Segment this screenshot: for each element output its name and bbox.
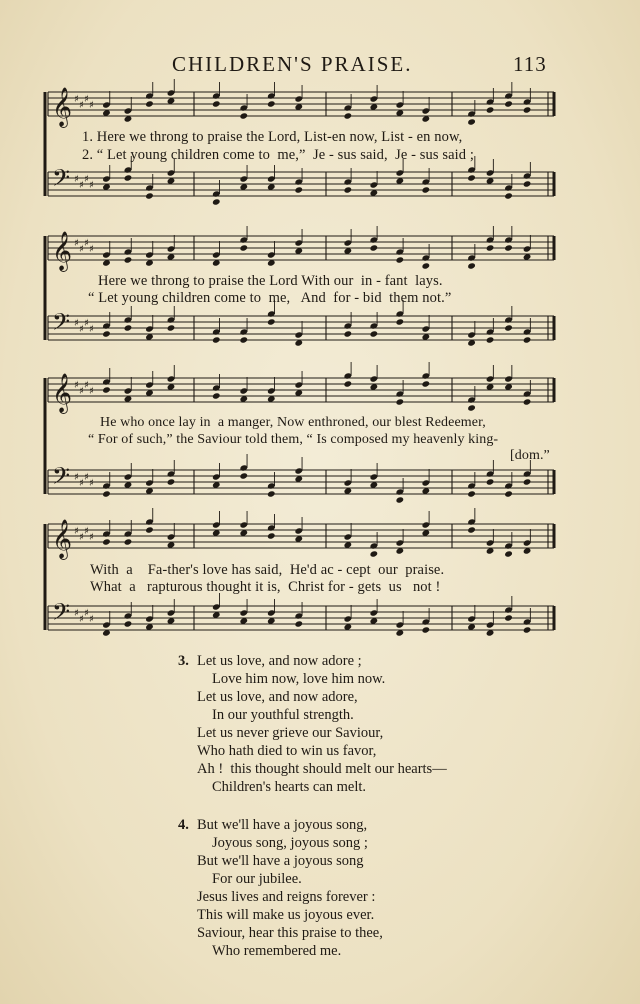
lyric-line-verse-1: Here we throng to praise the Lord With our in - fant lays. [98, 273, 443, 289]
note-head [504, 614, 513, 621]
lyric-turnover: [dom.” [510, 448, 550, 463]
sharp-icon: ♯ [74, 380, 79, 391]
note-head [523, 106, 532, 113]
verse-line: For our jubilee. [212, 871, 302, 887]
system-bracket [42, 520, 48, 632]
bass-clef-icon: 𝄢 [52, 164, 71, 197]
sharp-icon: ♯ [79, 100, 84, 111]
note-head [212, 100, 221, 107]
sharp-icon: ♯ [74, 94, 79, 105]
verse-line: Who remembered me. [212, 943, 342, 959]
note-head [467, 404, 476, 411]
sharp-icon: ♯ [84, 174, 89, 185]
sharp-icon: ♯ [84, 526, 89, 537]
system-bracket [42, 374, 48, 496]
note-head [467, 174, 476, 181]
verse-line: Joyous song, joyous song ; [212, 835, 368, 851]
note-head [239, 472, 248, 479]
note-head [504, 324, 513, 331]
system-bracket [42, 232, 48, 342]
note-head [344, 186, 353, 193]
sharp-icon: ♯ [84, 238, 89, 249]
treble-clef-icon: 𝄞 [52, 87, 73, 127]
note-head [167, 324, 176, 331]
note-head [102, 490, 111, 497]
note-head [486, 478, 495, 485]
note-head [504, 550, 513, 557]
sharp-icon: ♯ [74, 174, 79, 185]
note-head [504, 192, 513, 199]
verse-line: Let us love, and now adore ; [197, 653, 362, 669]
verse-line: But we'll have a joyous song [197, 853, 364, 869]
note-head [124, 324, 133, 331]
bass-clef-icon: 𝄢 [52, 598, 71, 631]
verse-line: Ah ! this thought should melt our hearts— [197, 761, 447, 777]
sharp-icon: ♯ [74, 318, 79, 329]
sharp-icon: ♯ [74, 472, 79, 483]
sharp-icon: ♯ [74, 526, 79, 537]
sharp-icon: ♯ [84, 608, 89, 619]
sharp-icon: ♯ [79, 614, 84, 625]
verse-line: Who hath died to win us favor, [197, 743, 377, 759]
note-head [422, 626, 431, 633]
lyric-line-verse-2: “ Let young children come to me, And for - bid them not.” [88, 290, 452, 306]
verse-line: Love him now, love him now. [212, 671, 386, 687]
verse-number: 3. [178, 653, 189, 669]
note-head [267, 490, 276, 497]
bass-clef-icon: 𝄢 [52, 462, 71, 495]
note-head [504, 100, 513, 107]
sharp-icon: ♯ [84, 94, 89, 105]
note-head [370, 330, 379, 337]
note-head [523, 626, 532, 633]
note-head [145, 526, 154, 533]
note-head [239, 244, 248, 251]
note-head [396, 496, 405, 503]
verse-line: Children's hearts can melt. [212, 779, 367, 795]
treble-staff [44, 519, 558, 559]
music-system-3 [44, 374, 558, 502]
note-head [370, 550, 379, 557]
note-head [486, 244, 495, 251]
music-system-1 [44, 88, 558, 208]
note-head [124, 174, 133, 181]
note-head [422, 262, 431, 269]
verse-number: 4. [178, 817, 189, 833]
note-head [267, 532, 276, 539]
note-head [102, 386, 111, 393]
system-bracket [42, 88, 48, 198]
lyric-line-verse-2: 2. “ Let young children come to me,” Je - sus said, Je - sus said ; [82, 147, 474, 163]
lyric-line-verse-1: 1. Here we throng to praise the Lord, List-en now, List - en now, [82, 129, 463, 145]
note-head [504, 490, 513, 497]
sharp-icon: ♯ [89, 532, 94, 543]
page-header [0, 52, 640, 82]
treble-clef-icon: 𝄞 [52, 519, 73, 559]
sharp-icon: ♯ [84, 318, 89, 329]
lyric-line-verse-2: “ For of such,” the Saviour told them, “ Is composed my heavenly king- [88, 432, 499, 447]
note-head [102, 538, 111, 545]
lyric-line-verse-1: With a Fa-ther's love has said, He'd ac - cept our praise. [90, 562, 445, 578]
note-head [467, 118, 476, 125]
note-head [167, 478, 176, 485]
note-head [523, 336, 532, 343]
note-head [344, 112, 353, 119]
treble-clef-icon: 𝄞 [52, 231, 73, 271]
note-head [486, 336, 495, 343]
verse-line: This will make us joyous ever. [197, 907, 375, 923]
note-head [145, 100, 154, 107]
note-head [212, 336, 221, 343]
note-head [422, 186, 431, 193]
note-head [102, 330, 111, 337]
note-head [523, 478, 532, 485]
note-head [294, 186, 303, 193]
note-head [523, 398, 532, 405]
sharp-icon: ♯ [74, 238, 79, 249]
note-head [124, 256, 133, 263]
verse-line: Let us never grieve our Saviour, [197, 725, 384, 741]
sharp-icon: ♯ [84, 472, 89, 483]
verse-line: But we'll have a joyous song, [197, 817, 368, 833]
note-head [422, 380, 431, 387]
note-head [267, 318, 276, 325]
sharp-icon: ♯ [79, 180, 84, 191]
sharp-icon: ♯ [79, 478, 84, 489]
note-head [267, 100, 276, 107]
note-head [124, 620, 133, 627]
bass-clef-icon: 𝄢 [52, 308, 71, 341]
note-head [467, 526, 476, 533]
note-head [239, 112, 248, 119]
page-number: 113 [513, 52, 547, 76]
note-head [396, 318, 405, 325]
lyric-line-verse-1: He who once lay in a manger, Now enthroned, our blest Redeemer, [100, 415, 486, 430]
sharp-icon: ♯ [89, 180, 94, 191]
sharp-icon: ♯ [79, 244, 84, 255]
note-head [396, 398, 405, 405]
note-head [523, 180, 532, 187]
lyric-line-verse-2: What a rapturous thought it is, Christ for - gets us not ! [90, 579, 441, 595]
verse-line: Jesus lives and reigns forever : [197, 889, 376, 905]
sharp-icon: ♯ [79, 532, 84, 543]
note-head [467, 262, 476, 269]
note-head [294, 620, 303, 627]
bass-staff [44, 308, 558, 348]
verse-line: Saviour, hear this praise to thee, [197, 925, 383, 941]
note-head [504, 244, 513, 251]
note-head [124, 538, 133, 545]
verse-line: Let us love, and now adore, [197, 689, 358, 705]
sharp-icon: ♯ [74, 608, 79, 619]
note-head [344, 380, 353, 387]
sharp-icon: ♯ [89, 324, 94, 335]
note-head [212, 392, 221, 399]
music-system-4 [44, 520, 558, 640]
note-head [486, 106, 495, 113]
note-head [467, 490, 476, 497]
treble-staff [44, 373, 558, 413]
sharp-icon: ♯ [79, 324, 84, 335]
sharp-icon: ♯ [79, 386, 84, 397]
sharp-icon: ♯ [89, 244, 94, 255]
sharp-icon: ♯ [89, 478, 94, 489]
note-head [212, 198, 221, 205]
bass-staff [44, 462, 558, 502]
bass-staff [44, 164, 558, 204]
bass-staff [44, 598, 558, 638]
running-title: CHILDREN'S PRAISE. [172, 52, 413, 76]
verse-line: In our youthful strength. [212, 707, 354, 723]
sharp-icon: ♯ [89, 100, 94, 111]
treble-clef-icon: 𝄞 [52, 373, 73, 413]
note-head [396, 256, 405, 263]
sharp-icon: ♯ [89, 386, 94, 397]
sharp-icon: ♯ [89, 614, 94, 625]
note-head [370, 244, 379, 251]
sharp-icon: ♯ [84, 380, 89, 391]
treble-staff [44, 87, 558, 127]
note-head [344, 330, 353, 337]
music-system-2 [44, 232, 558, 352]
note-head [239, 336, 248, 343]
note-head [145, 192, 154, 199]
treble-staff [44, 231, 558, 271]
